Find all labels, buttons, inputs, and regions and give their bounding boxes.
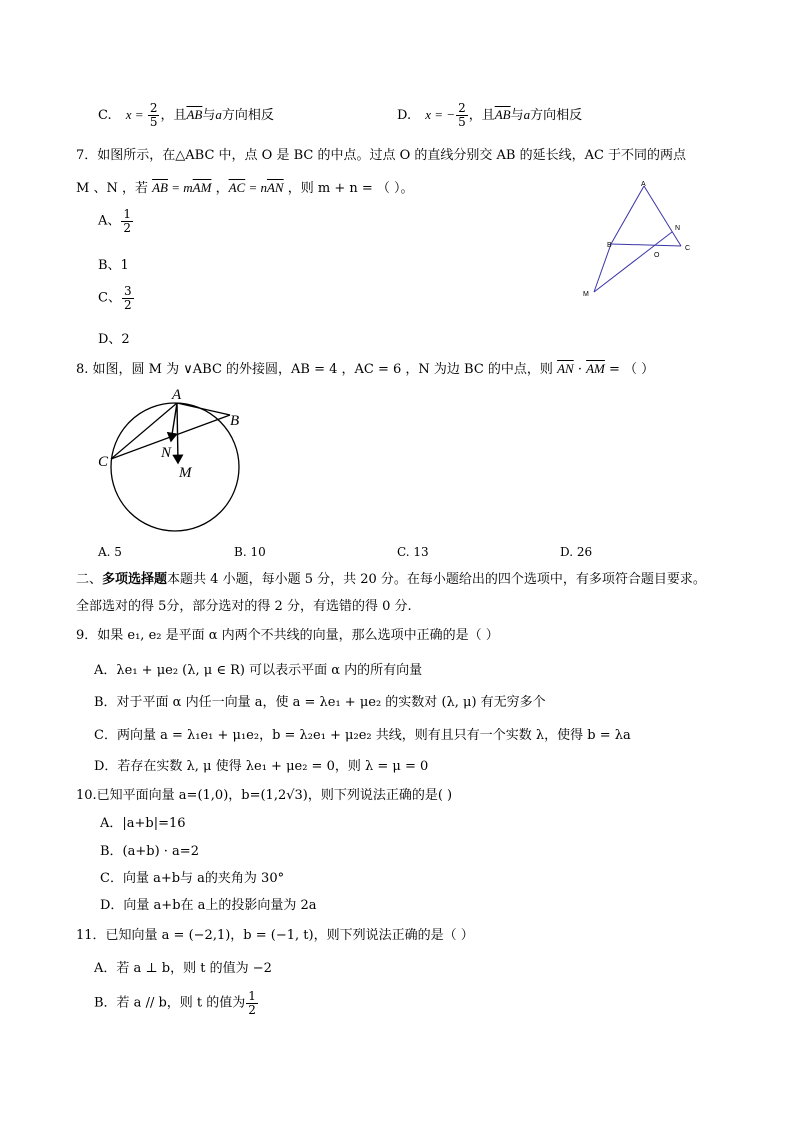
q11-b-fraction: $\frac{1}{2}$ bbox=[248, 989, 256, 1017]
q7-option-a: A、 $\frac{1}{2}$ bbox=[98, 207, 132, 235]
q8-label-c: C bbox=[98, 454, 109, 470]
q7-line-ab bbox=[611, 186, 644, 244]
q7-line-ac bbox=[644, 186, 681, 246]
q7-label-a: A bbox=[641, 181, 646, 188]
q7-option-b: B、1 bbox=[98, 258, 129, 273]
q8-label-b: B bbox=[230, 413, 240, 429]
q7-label-o: O bbox=[654, 252, 660, 259]
q8-vector-am bbox=[177, 403, 178, 463]
q9-stem: 9．如果 e₁, e₂ 是平面 α 内两个不共线的向量，那么选项中正确的是（ ） bbox=[76, 628, 499, 643]
q7-stem-line2: M 、N ，若 $\overline{AB} = m\overline{AM}$ ，$\overline{AC} = n\overline{AN}$ ，则 m + n = （ ）。 bbox=[76, 180, 414, 196]
q7-c-fraction: $\frac{3}{2}$ bbox=[123, 284, 132, 312]
q8-label-m: M bbox=[179, 465, 192, 481]
q7-option-c: C、 $\frac{3}{2}$ bbox=[98, 284, 132, 312]
q7-label-m: M bbox=[583, 291, 589, 298]
q11-option-b: B．若 a // b，则 t 的值为 $\frac{1}{2}$ bbox=[94, 989, 256, 1017]
q7-line-bc bbox=[611, 244, 681, 246]
q10-option-a: A．|a+b|=16 bbox=[100, 816, 186, 831]
q9-option-a: A．λe₁ + μe₂ (λ, μ ∈ R) 可以表示平面 α 内的所有向量 bbox=[94, 663, 423, 678]
q7-a-fraction: $\frac{1}{2}$ bbox=[123, 207, 132, 235]
q8-option-c: C. 13 bbox=[397, 545, 429, 559]
q6-d-fraction: $\frac{2}{5}$ bbox=[458, 101, 466, 129]
q7-triangle-figure bbox=[578, 178, 708, 303]
q8-circumcircle bbox=[111, 403, 239, 531]
q8-stem: 8. 如图，圆 M 为 ∨ABC 的外接圆，AB = 4 ，AC = 6 ，N 为边 BC 的中点，则 $\overline{AN} \cdot \overline{AM}$ = （ ） bbox=[76, 361, 655, 377]
q11-stem: 11．已知向量 a = (−2,1)，b = (−1, t)，则下列说法正确的是（ ） bbox=[76, 928, 474, 943]
section-title: 二、多项选择题本题共 4 小题，每小题 5 分，共 20 分。在每小题给出的四个选项中，有多项符合题目要求。 bbox=[76, 572, 706, 587]
q7-line-bm bbox=[594, 244, 611, 292]
q7-option-d: D、2 bbox=[98, 332, 130, 347]
q8-option-d: D. 26 bbox=[560, 545, 593, 559]
q10-option-c: C．向量 a+b与 a的夹角为 30° bbox=[100, 871, 285, 886]
q8-label-a: A bbox=[172, 387, 182, 403]
q7-label-b: B bbox=[607, 242, 612, 249]
q7-line-mn bbox=[594, 232, 672, 292]
q8-circle-figure bbox=[90, 385, 260, 540]
q10-option-b: B．(a+b) · a=2 bbox=[100, 844, 199, 859]
q6-c-fraction: $\frac{2}{5}$ bbox=[149, 101, 158, 129]
q9-option-c: C．两向量 a = λ₁e₁ + μ₁e₂，b = λ₂e₁ + μ₂e₂ 共线，则有且只有一个实数 λ，使得 b = λa bbox=[94, 728, 631, 743]
q7-stem-line1: 7．如图所示，在△ABC 中，点 O 是 BC 的中点。过点 O 的直线分别交 AB 的延长线，AC 于不同的两点 bbox=[76, 148, 687, 163]
q7-label-c: C bbox=[685, 245, 691, 252]
q8-label-n: N bbox=[161, 445, 172, 461]
q8-side-ab bbox=[177, 403, 230, 415]
q6-option-d: D. x = − $\frac{2}{5}$ ，且$\overline{AB}$与a方向相反 bbox=[397, 101, 583, 129]
q11-option-a: A．若 a ⊥ b，则 t 的值为 −2 bbox=[94, 961, 272, 976]
q8-option-a: A. 5 bbox=[98, 545, 122, 559]
q9-option-d: D．若存在实数 λ, μ 使得 λe₁ + μe₂ = 0，则 λ = μ = 0 bbox=[94, 759, 429, 774]
q7-label-n: N bbox=[675, 225, 681, 232]
q10-stem: 10.已知平面向量 a=(1,0)，b=(1,2√3)，则下列说法正确的是( ) bbox=[76, 788, 453, 803]
q9-option-b: B．对于平面 α 内任一向量 a，使 a = λe₁ + μe₂ 的实数对 (λ, μ) 有无穷多个 bbox=[94, 695, 546, 710]
section-scoring: 全部选对的得 5分，部分选对的得 2 分，有选错的得 0 分. bbox=[76, 599, 412, 614]
q10-option-d: D．向量 a+b在 a上的投影向量为 2a bbox=[100, 898, 317, 913]
q8-option-b: B. 10 bbox=[234, 545, 266, 559]
q6-option-c: C. x = $\frac{2}{5}$ ，且$\overline{AB}$与a方向相反 bbox=[98, 101, 274, 129]
